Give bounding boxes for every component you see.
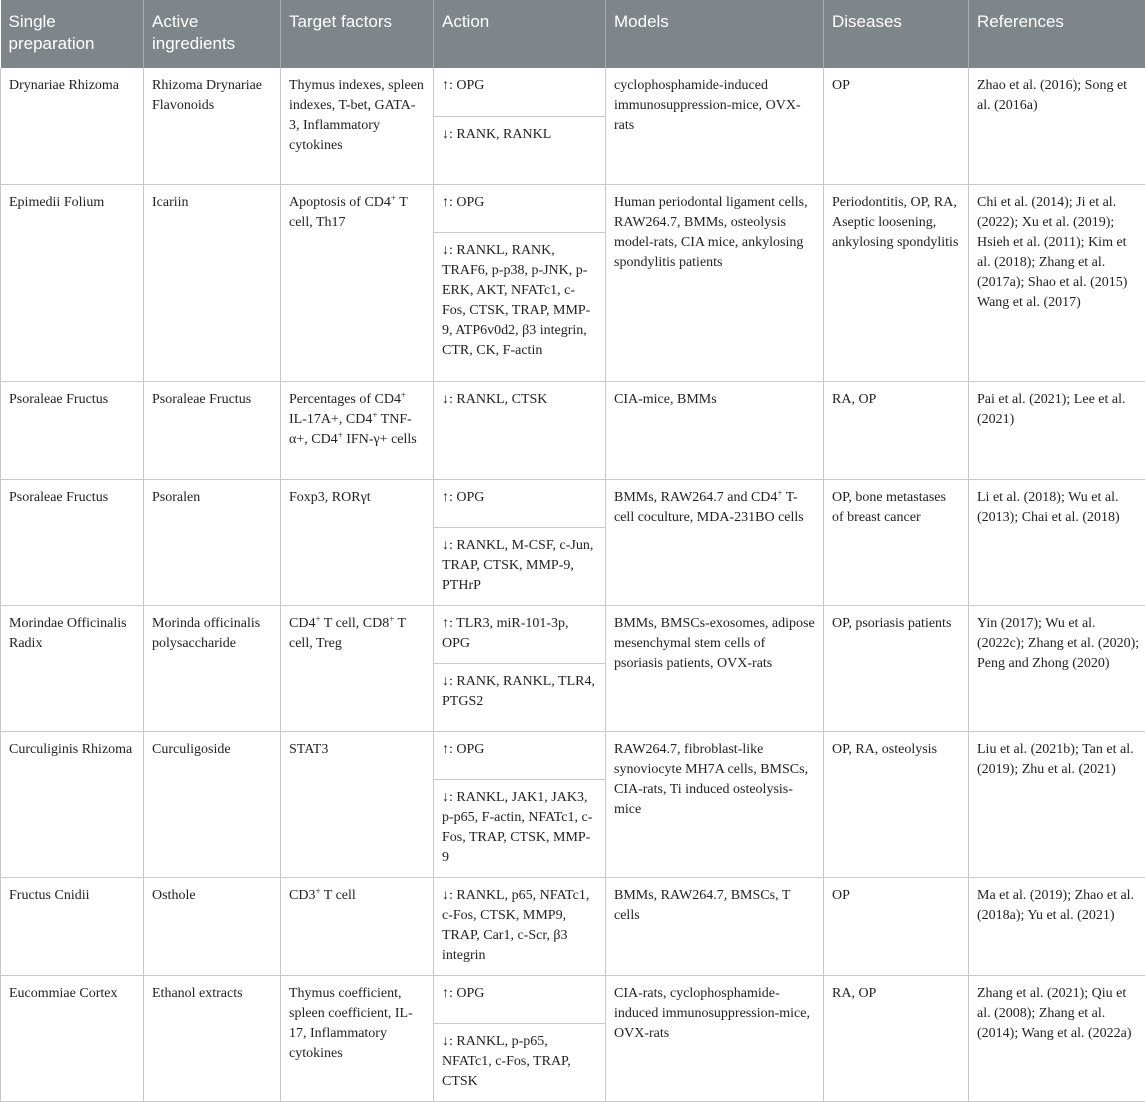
header-row [1, 0, 1145, 68]
cell-references: Pai et al. (2021); Lee et al. (2021) [969, 381, 1145, 479]
cell-single-preparation: Fructus Cnidii [1, 877, 144, 975]
cell-single-preparation: Curculiginis Rhizoma [1, 731, 144, 877]
cell-action: ↓: RANKL, M-CSF, c-Jun, TRAP, CTSK, MMP-9, PTHrP [434, 527, 606, 605]
header-diseases: Diseases [824, 0, 969, 68]
cell-diseases: OP [824, 68, 969, 184]
cell-models: CIA-mice, BMMs [606, 381, 824, 479]
cell-action: ↓: RANKL, p65, NFATc1, c-Fos, CTSK, MMP9, TRAP, Car1, c-Scr, β3 integrin [434, 877, 606, 975]
table-row [1, 184, 1145, 232]
cell-action: ↑: OPG [434, 731, 606, 779]
cell-target-factors: CD4+ T cell, CD8+ T cell, Treg [281, 605, 434, 731]
table-row [1, 975, 1145, 1023]
cell-action: ↓: RANKL, RANK, TRAF6, p-p38, p-JNK, p-ERK, AKT, NFATc1, c-Fos, CTSK, TRAP, MMP-9, ATP6v0d2, β3 integrin, CTR, CK, F-actin [434, 232, 606, 381]
cell-action: ↓: RANK, RANKL, TLR4, PTGS2 [434, 663, 606, 731]
table-row [1, 605, 1145, 663]
header-active-ingredients: Active ingredients [144, 0, 281, 68]
cell-models: CIA-rats, cyclophosphamide-induced immunosuppression-mice, OVX-rats [606, 975, 824, 1101]
cell-references: Li et al. (2018); Wu et al. (2013); Chai et al. (2018) [969, 479, 1145, 605]
cell-single-preparation: Morindae Officinalis Radix [1, 605, 144, 731]
cell-active-ingredients: Morinda officinalis polysaccharide [144, 605, 281, 731]
cell-diseases: OP, bone metastases of breast cancer [824, 479, 969, 605]
cell-single-preparation: Eucommiae Cortex [1, 975, 144, 1101]
cell-diseases: OP, RA, osteolysis [824, 731, 969, 877]
cell-references: Zhang et al. (2021); Qiu et al. (2008); Zhang et al. (2014); Wang et al. (2022a) [969, 975, 1145, 1101]
cell-models: cyclophosphamide-induced immunosuppression-mice, OVX-rats [606, 68, 824, 184]
cell-active-ingredients: Rhizoma Drynariae Flavonoids [144, 68, 281, 184]
cell-references: Liu et al. (2021b); Tan et al. (2019); Zhu et al. (2021) [969, 731, 1145, 877]
cell-references: Yin (2017); Wu et al. (2022c); Zhang et al. (2020); Peng and Zhong (2020) [969, 605, 1145, 731]
cell-models: BMMs, BMSCs-exosomes, adipose mesenchymal stem cells of psoriasis patients, OVX-rats [606, 605, 824, 731]
cell-references: Ma et al. (2019); Zhao et al. (2018a); Yu et al. (2021) [969, 877, 1145, 975]
cell-target-factors: Thymus indexes, spleen indexes, T-bet, GATA-3, Inflammatory cytokines [281, 68, 434, 184]
cell-active-ingredients: Osthole [144, 877, 281, 975]
cell-target-factors: Thymus coefficient, spleen coefficient, IL-17, Inflammatory cytokines [281, 975, 434, 1101]
header-references: References [969, 0, 1145, 68]
cell-single-preparation: Drynariae Rhizoma [1, 68, 144, 184]
cell-target-factors: Percentages of CD4+ IL-17A+, CD4+ TNF-α+, CD4+ IFN-γ+ cells [281, 381, 434, 479]
cell-action: ↑: TLR3, miR-101-3p, OPG [434, 605, 606, 663]
header-single-preparation: Single preparation [1, 0, 144, 68]
cell-diseases: RA, OP [824, 381, 969, 479]
cell-single-preparation: Psoraleae Fructus [1, 381, 144, 479]
table-row [1, 68, 1145, 116]
cell-action: ↓: RANKL, p-p65, NFATc1, c-Fos, TRAP, CTSK [434, 1023, 606, 1101]
cell-active-ingredients: Psoralen [144, 479, 281, 605]
cell-target-factors: Apoptosis of CD4+ T cell, Th17 [281, 184, 434, 381]
cell-active-ingredients: Psoraleae Fructus [144, 381, 281, 479]
cell-action: ↓: RANK, RANKL [434, 116, 606, 184]
cell-target-factors: CD3+ T cell [281, 877, 434, 975]
cell-references: Zhao et al. (2016); Song et al. (2016a) [969, 68, 1145, 184]
header-target-factors: Target factors [281, 0, 434, 68]
cell-action: ↑: OPG [434, 479, 606, 527]
table-row [1, 479, 1145, 527]
cell-single-preparation: Psoraleae Fructus [1, 479, 144, 605]
cell-models: RAW264.7, fibroblast-like synoviocyte MH7A cells, BMSCs, CIA-rats, Ti induced osteolysis-mice [606, 731, 824, 877]
table-body [1, 68, 1145, 1101]
header-models: Models [606, 0, 824, 68]
cell-active-ingredients: Curculigoside [144, 731, 281, 877]
cell-action: ↑: OPG [434, 975, 606, 1023]
cell-diseases: RA, OP [824, 975, 969, 1101]
table-row [1, 877, 1145, 975]
cell-diseases: OP [824, 877, 969, 975]
cell-active-ingredients: Icariin [144, 184, 281, 381]
cell-diseases: Periodontitis, OP, RA, Aseptic loosening, ankylosing spondylitis [824, 184, 969, 381]
cell-target-factors: STAT3 [281, 731, 434, 877]
cell-models: Human periodontal ligament cells, RAW264.7, BMMs, osteolysis model-rats, CIA mice, ankylosing spondylitis patients [606, 184, 824, 381]
table-header [1, 0, 1145, 68]
table-row [1, 731, 1145, 779]
table-row [1, 381, 1145, 479]
cell-action: ↑: OPG [434, 184, 606, 232]
cell-action: ↓: RANKL, JAK1, JAK3, p-p65, F-actin, NFATc1, c-Fos, TRAP, CTSK, MMP-9 [434, 779, 606, 877]
cell-models: BMMs, RAW264.7 and CD4+ T-cell coculture, MDA-231BO cells [606, 479, 824, 605]
cell-references: Chi et al. (2014); Ji et al. (2022); Xu et al. (2019); Hsieh et al. (2011); Kim et al. (2018); Zhang et al. (2017a); Shao et al. (2015) Wang et al. (2017) [969, 184, 1145, 381]
cell-target-factors: Foxp3, RORγt [281, 479, 434, 605]
header-action: Action [434, 0, 606, 68]
cell-active-ingredients: Ethanol extracts [144, 975, 281, 1101]
cell-action: ↑: OPG [434, 68, 606, 116]
cell-models: BMMs, RAW264.7, BMSCs, T cells [606, 877, 824, 975]
cell-single-preparation: Epimedii Folium [1, 184, 144, 381]
cell-diseases: OP, psoriasis patients [824, 605, 969, 731]
cell-action: ↓: RANKL, CTSK [434, 381, 606, 479]
